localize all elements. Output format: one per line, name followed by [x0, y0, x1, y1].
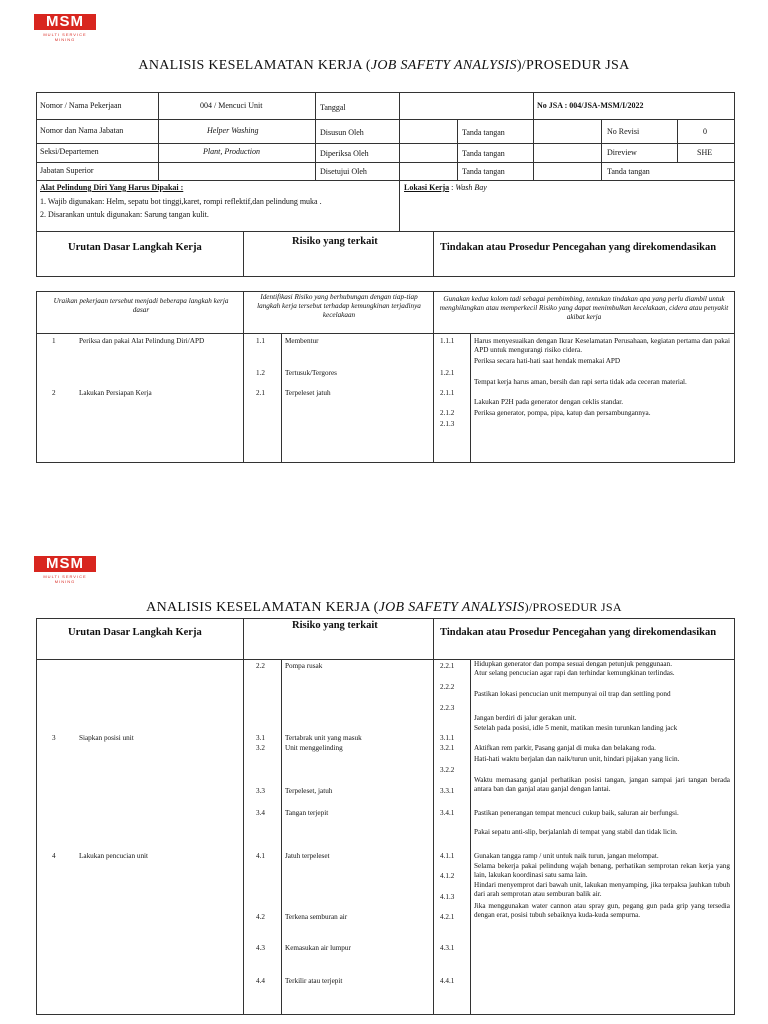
disusun-label: Disusun Oleh [320, 128, 364, 137]
jabatan-value: Helper Washing [207, 126, 259, 135]
action-text: Hindari menyemprot dari bawah unit, lakukan menyamping, jika terpaksa jauhkan tubuh dari arah semprotan atau semburan balik air. [474, 881, 730, 898]
risk-number: 4.3 [256, 944, 265, 952]
action-number: 2.2.2 [440, 683, 455, 691]
apd-item: 1. Wajib digunakan: Helm, sepatu bot tinggi,karet, rompi reflektif,dan pelindung muka . [40, 197, 322, 206]
action-number: 1.2.1 [440, 369, 455, 377]
step-text: Siapkan posisi unit [79, 734, 134, 742]
header-langkah: Urutan Dasar Langkah Kerja [68, 242, 202, 253]
superior-label: Jabatan Superior [40, 166, 94, 175]
desc-tindakan: Gunakan kedua kolom tadi sebagai pembimbing, tentukan tindakan apa yang perlu diambil untuk menghilangkan atau memperkecil Risiko yang dapat menimbulkan kecelakaan, cidera atau penyakit akibat kerja [439, 295, 729, 321]
action-number: 3.2.2 [440, 766, 455, 774]
ttd-label: Tanda tangan [462, 128, 505, 137]
action-text: Setelah pada posisi, idle 5 menit, matikan mesin turunkan landing jack [474, 724, 678, 732]
risk-text: Unit menggelinding [285, 744, 343, 752]
step-text: Lakukan pencucian unit [79, 852, 149, 860]
header-risiko: Risiko yang terkait [292, 236, 378, 247]
risk-text: Tangan terjepit [285, 809, 329, 817]
jsa-table-page2 [36, 659, 735, 1015]
norevisi-value: 0 [703, 127, 707, 136]
action-text: Jika menggunakan water cannon atau spray gun, pegang gun pada grip yang tersedia dengan erat, posisi tubuh sebaiknya kuda-kuda sempurna. [474, 902, 730, 919]
action-number: 2.1.1 [440, 389, 455, 397]
risk-text: Kemasukan air lumpur [285, 944, 351, 952]
action-number: 4.1.1 [440, 852, 455, 860]
action-number: 3.2.1 [440, 744, 455, 752]
action-number: 2.2.3 [440, 704, 455, 712]
action-text: Tempat kerja harus aman, bersih dan rapi serta tidak ada ceceran material. [474, 378, 687, 386]
risk-number: 2.2 [256, 662, 265, 670]
risk-text: Terkilir atau terjepit [285, 977, 343, 985]
step-text: Periksa dan pakai Alat Pelindung Diri/APD [79, 337, 205, 345]
action-text: Lakukan P2H pada generator dengan ceklis standar. [474, 398, 624, 406]
no-jsa: No JSA : 004/JSA-MSM/I/2022 [537, 101, 644, 110]
risk-text: Tertabrak unit yang masuk [285, 734, 362, 742]
action-number: 2.1.3 [440, 420, 455, 428]
direview-value: SHE [697, 148, 713, 157]
jabatan-label: Nomor dan Nama Jabatan [40, 126, 124, 135]
action-text: Jangan berdiri di jalur gerakan unit. [474, 714, 577, 722]
step-number: 3 [52, 734, 56, 742]
risk-number: 3.1 [256, 734, 265, 742]
page-title: ANALISIS KESELAMATAN KERJA (JOB SAFETY ANALYSIS)/PROSEDUR JSA [146, 600, 622, 615]
risk-number: 4.4 [256, 977, 265, 985]
action-number: 3.3.1 [440, 787, 455, 795]
apd-label: Alat Pelindung Diri Yang Harus Dipakai : [40, 183, 184, 192]
action-number: 2.2.1 [440, 662, 455, 670]
risk-text: Terpeleset jatuh [285, 389, 331, 397]
company-logo: MSM MULTI SERVICE MINING [34, 552, 96, 582]
nomor-value: 004 / Mencuci Unit [200, 101, 263, 110]
action-number: 3.4.1 [440, 809, 455, 817]
step-number: 2 [52, 389, 56, 397]
action-text: Pastikan penerangan tempat mencuci cukup baik, saluran air berfungsi. [474, 809, 679, 817]
risk-number: 2.1 [256, 389, 265, 397]
action-text: Pastikan lokasi pencucian unit mempunyai oil trap dan settling pond [474, 690, 671, 698]
header-tindakan: Tindakan atau Prosedur Pencegahan yang direkomendasikan [440, 627, 717, 638]
action-number: 4.3.1 [440, 944, 455, 952]
action-text: Hati-hati waktu berjalan dan naik/turun unit, hindari pijakan yang licin. [474, 755, 680, 763]
step-number: 1 [52, 337, 56, 345]
risk-number: 1.2 [256, 369, 265, 377]
action-text: Harus menyesuaikan dengan Ikrar Keselamatan Perusahaan, kegiatan pertama dan pakai APD untuk mengurangi risiko cidera. [474, 337, 730, 354]
seksi-label: Seksi/Departemen [40, 147, 99, 156]
ttd-label: Tanda tangan [607, 167, 650, 176]
risk-text: Tertusuk/Tergores [285, 369, 337, 377]
company-logo: MSM MULTI SERVICE MINING [34, 10, 96, 40]
action-text: Waktu memasang ganjal perhatikan posisi tangan, jangan sampai jari tangan berada antara ban dan ganjal atau ganjal dengan lantai. [474, 776, 730, 793]
action-text: Gunakan tangga ramp / unit untuk naik turun, jangan melompat. [474, 852, 659, 860]
risk-number: 3.3 [256, 787, 265, 795]
norevisi-label: No Revisi [607, 127, 640, 136]
header-tindakan: Tindakan atau Prosedur Pencegahan yang direkomendasikan [440, 242, 717, 253]
risk-text: Terpeleset, jatuh [285, 787, 333, 795]
action-number: 4.2.1 [440, 913, 455, 921]
action-text: Atur selang pencucian agar rapi dan terhindar kemungkinan terlindas. [474, 669, 675, 677]
step-text: Lakukan Persiapan Kerja [79, 389, 152, 397]
page-title: ANALISIS KESELAMATAN KERJA (JOB SAFETY ANALYSIS)/PROSEDUR JSA [138, 58, 630, 73]
risk-text: Membentur [285, 337, 319, 345]
seksi-value: Plant, Production [203, 147, 261, 156]
column-header-table [36, 231, 735, 277]
risk-text: Terkena semburan air [285, 913, 348, 921]
nomor-label: Nomor / Nama Pekerjaan [40, 101, 122, 110]
action-text: Periksa generator, pompa, pipa, katup dan persambungannya. [474, 409, 651, 417]
action-number: 4.4.1 [440, 977, 455, 985]
risk-number: 1.1 [256, 337, 265, 345]
disetujui-label: Disetujui Oleh [320, 167, 367, 176]
risk-number: 3.2 [256, 744, 265, 752]
risk-number: 4.1 [256, 852, 265, 860]
ttd-label: Tanda tangan [462, 149, 505, 158]
action-text: Selama bekerja pakai pelindung wajah benang, perhatikan semprotan rekan kerja yang lain, lakukan koordinasi satu sama lain. [474, 862, 730, 879]
risk-number: 4.2 [256, 913, 265, 921]
action-text: Periksa secara hati-hati saat hendak memakai APD [474, 357, 621, 365]
direview-label: Direview [607, 148, 637, 157]
lokasi-kerja: Lokasi Kerja : Wash Bay [404, 183, 487, 192]
action-text: Aktifkan rem parkir, Pasang ganjal di muka dan belakang roda. [474, 744, 656, 752]
risk-text: Jatuh terpeleset [285, 852, 330, 860]
tanggal-label: Tanggal [320, 103, 346, 112]
action-text: Hidupkan generator dan pompa sesuai dengan petunjuk penggunaan. [474, 660, 672, 668]
action-number: 4.1.2 [440, 872, 455, 880]
ttd-label: Tanda tangan [462, 167, 505, 176]
header-langkah: Urutan Dasar Langkah Kerja [68, 627, 202, 638]
apd-item: 2. Disarankan untuk digunakan: Sarung tangan kulit. [40, 210, 209, 219]
diperiksa-label: Diperiksa Oleh [320, 149, 369, 158]
column-header-table [36, 618, 735, 660]
desc-risiko: Identifikasi Risiko yang berhubungan dengan tiap-tiap langkah kerja tersebut terhadap kemungkinan terjadinya kecelakaan [257, 293, 421, 319]
desc-langkah: Uraikan pekerjaan tersebut menjadi beberapa langkah kerja dasar [53, 297, 229, 314]
action-number: 2.1.2 [440, 409, 455, 417]
action-number: 3.1.1 [440, 734, 455, 742]
risk-number: 3.4 [256, 809, 265, 817]
risk-text: Pompa rusak [285, 662, 323, 670]
action-text: Pakai sepatu anti-slip, berjalanlah di tempat yang stabil dan tidak licin. [474, 828, 678, 836]
step-number: 4 [52, 852, 56, 860]
action-number: 4.1.3 [440, 893, 455, 901]
header-risiko: Risiko yang terkait [292, 620, 378, 631]
action-number: 1.1.1 [440, 337, 455, 345]
